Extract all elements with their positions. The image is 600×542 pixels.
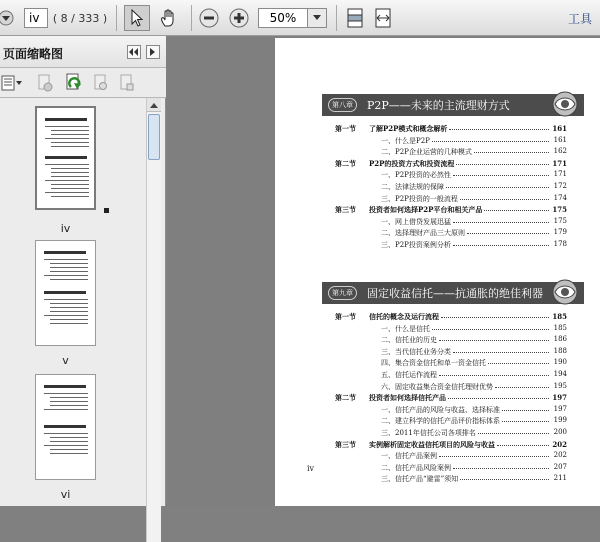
toc-entry-title: 三、信托产品“避雷”须知 bbox=[381, 475, 459, 484]
chapter-ornament-icon bbox=[547, 90, 581, 118]
toc-dot-leader bbox=[453, 171, 549, 176]
toc-subentry bbox=[335, 136, 567, 146]
toc-section bbox=[335, 159, 567, 169]
collapse-panel-button[interactable] bbox=[127, 45, 141, 59]
page-properties-button[interactable] bbox=[118, 73, 136, 93]
toc-dot-leader bbox=[495, 383, 549, 388]
toc-dot-leader bbox=[448, 394, 549, 399]
panel-toolbar bbox=[0, 68, 166, 98]
delete-page-icon bbox=[37, 74, 53, 92]
toc-page-number: 185 bbox=[552, 312, 567, 321]
toc-dot-leader bbox=[488, 359, 549, 364]
toc-subentry bbox=[335, 240, 567, 250]
toc-section-label: 第一节 bbox=[335, 312, 356, 321]
toc-entry-title: 五、信托运作流程 bbox=[381, 371, 437, 379]
toolbar-divider bbox=[336, 5, 337, 31]
toc-dot-leader bbox=[439, 371, 549, 376]
toc-section-label: 第一节 bbox=[335, 124, 356, 133]
tools-menu[interactable]: 工具 bbox=[567, 11, 592, 26]
toc-page-number: 202 bbox=[552, 439, 567, 449]
expand-panel-button[interactable] bbox=[146, 45, 160, 59]
toc-entry-title: 二、信托产品风险案例 bbox=[381, 463, 451, 472]
toc-entry-title: 三、当代信托业务分类 bbox=[381, 347, 451, 356]
document-page bbox=[275, 38, 600, 506]
toc-subentry bbox=[335, 405, 567, 415]
toc-entry-title: 一、P2P投资的必然性 bbox=[381, 171, 451, 180]
fit-width-icon bbox=[374, 8, 392, 28]
toc-page-number: 186 bbox=[553, 335, 567, 344]
toc-entry-title: 二、信托业的历史 bbox=[381, 336, 437, 345]
delete-pages-button[interactable] bbox=[36, 73, 54, 93]
toc-section-label: 第三节 bbox=[335, 205, 356, 215]
options-menu-icon bbox=[1, 75, 23, 91]
toc-dot-leader bbox=[456, 160, 549, 165]
plus-circle-icon bbox=[229, 8, 249, 28]
toc-page-number: 194 bbox=[553, 370, 567, 378]
toc-page-number: 185 bbox=[553, 323, 567, 332]
chapter-banner bbox=[322, 94, 584, 116]
toc-subentry bbox=[335, 474, 567, 484]
toc-section bbox=[335, 205, 567, 215]
selected-page-marker bbox=[104, 208, 109, 213]
toc-page-number: 200 bbox=[553, 428, 567, 436]
toc-page-number: 199 bbox=[553, 416, 567, 425]
toc-section bbox=[335, 312, 567, 322]
toc-dot-leader bbox=[446, 183, 549, 188]
toc-entry-title: 三、2011年信托公司各项排名 bbox=[381, 429, 476, 437]
options-menu-button[interactable] bbox=[0, 74, 24, 92]
toc-dot-leader bbox=[460, 475, 549, 480]
toc-entry-title: 一、什么是P2P bbox=[381, 136, 430, 145]
scroll-thumb[interactable] bbox=[148, 114, 160, 160]
page-count: ( 8 / 333 ) bbox=[52, 11, 108, 25]
toc-dot-leader bbox=[432, 137, 549, 142]
toc-page-number: 161 bbox=[553, 135, 567, 144]
toc-entry-title: 六、固定收益集合资金信托理财优势 bbox=[381, 382, 493, 391]
toc-subentry bbox=[335, 217, 567, 227]
fit-page-icon bbox=[347, 8, 363, 28]
toc-page-number: 175 bbox=[553, 216, 567, 225]
toc-entry-title: 三、P2P投资的一般流程 bbox=[381, 194, 458, 203]
toc-page-number: 195 bbox=[553, 381, 567, 390]
fit-page-button[interactable] bbox=[344, 7, 366, 29]
rotate-page-icon bbox=[65, 73, 83, 93]
toc-subentry bbox=[335, 451, 567, 461]
toc-dot-leader bbox=[441, 313, 549, 318]
toc-page-number: 161 bbox=[552, 124, 567, 133]
thumbnail-label: vi bbox=[60, 488, 71, 501]
toc-dot-leader bbox=[467, 229, 549, 234]
minus-circle-icon bbox=[199, 8, 219, 28]
arrow-down-icon bbox=[0, 9, 16, 27]
toc-entry-title: 投资者如何选择信托产品 bbox=[369, 393, 446, 403]
zoom-in-button[interactable] bbox=[228, 7, 250, 29]
panel-header bbox=[0, 36, 166, 68]
toc-entry-title: 一、网上借贷发展迅猛 bbox=[381, 217, 451, 226]
toc-section-label: 第三节 bbox=[335, 439, 356, 449]
chapter-badge: 第八章 bbox=[328, 98, 357, 112]
zoom-level-input[interactable]: 50% bbox=[258, 8, 308, 28]
select-tool-button[interactable] bbox=[124, 5, 150, 31]
toc-dot-leader bbox=[502, 417, 549, 422]
toc-page-number: 179 bbox=[553, 228, 567, 237]
toc-entry-title: 实例解析固定收益信托项目的风险与收益 bbox=[369, 439, 495, 449]
arrow-up-icon bbox=[150, 102, 158, 108]
zoom-dropdown-button[interactable] bbox=[307, 8, 327, 28]
toc-dot-leader bbox=[439, 336, 549, 341]
zoom-out-button[interactable] bbox=[198, 7, 220, 29]
toc-section bbox=[335, 124, 567, 134]
page-number-input[interactable]: iv bbox=[24, 8, 48, 28]
toc-dot-leader bbox=[453, 241, 549, 246]
toc-section bbox=[335, 393, 567, 403]
toc-entry-title: 一、信托产品的风险与收益、选择标准 bbox=[381, 405, 500, 414]
page-properties-icon bbox=[119, 74, 135, 92]
toc-page-number: 178 bbox=[553, 240, 567, 248]
print-pages-button[interactable] bbox=[92, 73, 110, 93]
toc-subentry bbox=[335, 416, 567, 426]
page-thumbnail-v[interactable] bbox=[35, 240, 96, 346]
toc-dot-leader bbox=[484, 206, 549, 211]
toc-section-label: 第二节 bbox=[335, 158, 356, 168]
toc-entry-title: 二、建立科学的信托产品评价指标体系 bbox=[381, 417, 500, 426]
toc-subentry bbox=[335, 347, 567, 357]
chapter-ornament-icon bbox=[547, 278, 581, 306]
toc-subentry bbox=[335, 228, 567, 238]
cursor-arrow-icon bbox=[129, 9, 145, 27]
toc-entry-title: 二、P2P企业运营的几种模式 bbox=[381, 148, 472, 157]
toolbar-divider bbox=[116, 5, 117, 31]
toc-entry-title: 四、集合资金信托和单一资金信托 bbox=[381, 359, 486, 368]
toc-page-number: 188 bbox=[553, 346, 567, 355]
toc-subentry bbox=[335, 428, 567, 438]
toc-subentry bbox=[335, 335, 567, 345]
page-thumbnail-iv[interactable] bbox=[35, 106, 96, 210]
toc-entry-title: 二、法律法规的保障 bbox=[381, 183, 444, 191]
scroll-up-button[interactable] bbox=[147, 98, 161, 112]
double-chevron-left-icon bbox=[129, 48, 139, 56]
toc-page-number: 175 bbox=[552, 205, 567, 215]
toc-dot-leader bbox=[478, 429, 549, 434]
toc-dot-leader bbox=[439, 452, 549, 457]
toc-entry-title: 一、什么是信托 bbox=[381, 324, 430, 333]
toc-dot-leader bbox=[460, 195, 549, 200]
toc-page-number: 162 bbox=[553, 147, 567, 156]
toc-dot-leader bbox=[474, 148, 549, 153]
chevron-right-icon bbox=[150, 48, 156, 56]
rotate-pages-button[interactable] bbox=[64, 72, 84, 94]
toc-dot-leader bbox=[449, 125, 549, 130]
toc-page-number: 197 bbox=[552, 393, 567, 403]
toc-dot-leader bbox=[453, 464, 549, 469]
toc-entry-title: 一、信托产品案例 bbox=[381, 452, 437, 461]
fit-width-button[interactable] bbox=[372, 7, 394, 29]
toc-section-label: 第二节 bbox=[335, 393, 356, 403]
thumbnail-scrollbar[interactable] bbox=[146, 98, 161, 542]
toc-subentry bbox=[335, 358, 567, 368]
toc-page-number: 174 bbox=[553, 193, 567, 202]
toc-page-number: 211 bbox=[553, 474, 567, 483]
thumbnail-label: iv bbox=[60, 222, 71, 235]
toc-entry-title: 三、P2P投资案例分析 bbox=[381, 241, 451, 249]
toc-page-number: 171 bbox=[552, 158, 567, 168]
toc-subentry bbox=[335, 370, 567, 380]
toc-page-number: 172 bbox=[553, 182, 567, 190]
toc-page-number: 171 bbox=[553, 170, 567, 179]
toc-dot-leader bbox=[453, 348, 549, 353]
chapter-badge: 第九章 bbox=[328, 286, 357, 300]
next-page-button[interactable] bbox=[0, 7, 16, 29]
chevron-down-icon bbox=[312, 14, 322, 22]
toolbar-divider bbox=[191, 5, 192, 31]
main-toolbar bbox=[0, 0, 600, 36]
toc-dot-leader bbox=[453, 218, 549, 223]
hand-tool-button[interactable] bbox=[156, 5, 182, 31]
toc-subentry bbox=[335, 382, 567, 392]
toc-entry-title: 信托的概念及运行流程 bbox=[369, 312, 439, 321]
toc-subentry bbox=[335, 463, 567, 473]
chapter-banner bbox=[322, 282, 584, 304]
toc-entry-title: P2P的投资方式和投资流程 bbox=[369, 158, 455, 168]
toc-subentry bbox=[335, 194, 567, 204]
toc-dot-leader bbox=[497, 441, 549, 446]
document-viewport[interactable] bbox=[167, 36, 600, 506]
toc-entry-title: 了解P2P模式和概念解析 bbox=[369, 124, 448, 133]
chapter-title: 固定收益信托——抗通胀的绝佳利器 bbox=[367, 287, 543, 300]
toc-entry-title: 二、选择理财产品三大原则 bbox=[381, 229, 465, 238]
chapter-title: P2P——未来的主流理财方式 bbox=[367, 99, 510, 112]
panel-title: 页面缩略图 bbox=[3, 47, 64, 61]
toc-dot-leader bbox=[502, 406, 549, 411]
toc-dot-leader bbox=[432, 325, 549, 330]
toc-page-number: 207 bbox=[553, 462, 567, 471]
toc-page-number: 202 bbox=[553, 451, 567, 460]
toc-page-number: 190 bbox=[553, 358, 567, 367]
toc-subentry bbox=[335, 324, 567, 334]
toc-subentry bbox=[335, 147, 567, 157]
toc-subentry bbox=[335, 170, 567, 180]
thumbnail-label: v bbox=[62, 354, 69, 367]
toc-page-number: 197 bbox=[553, 404, 567, 413]
page-footer: iv bbox=[307, 464, 315, 473]
page-gear-icon bbox=[93, 74, 109, 92]
toc-section bbox=[335, 440, 567, 450]
thumbnail-panel bbox=[0, 36, 166, 506]
toc-entry-title: 投资者如何选择P2P平台和相关产品 bbox=[369, 205, 483, 215]
toc-subentry bbox=[335, 182, 567, 192]
hand-icon bbox=[159, 8, 179, 28]
page-thumbnail-vi[interactable] bbox=[35, 374, 96, 480]
